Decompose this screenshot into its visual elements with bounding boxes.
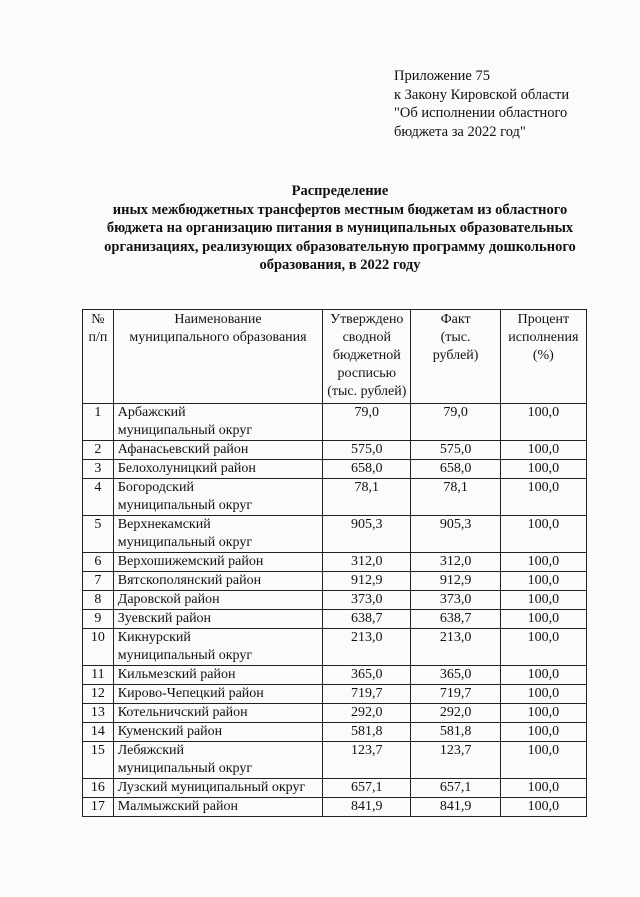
appendix-line: бюджета за 2022 год": [394, 123, 526, 140]
municipality-name: Даровской район: [113, 591, 322, 610]
actual-amount: 912,9: [411, 572, 500, 591]
planned-amount: 292,0: [323, 704, 411, 723]
municipality-name: Верхнекамский муниципальный округ: [113, 516, 322, 553]
execution-percent: 100,0: [500, 591, 586, 610]
document-title: [60, 182, 620, 275]
planned-amount: 365,0: [323, 666, 411, 685]
table-row: [83, 441, 587, 460]
table-row: [83, 404, 587, 441]
planned-amount: 841,9: [323, 798, 411, 817]
row-number: 3: [83, 460, 114, 479]
planned-amount: 123,7: [323, 742, 411, 779]
execution-percent: 100,0: [500, 460, 586, 479]
actual-amount: 841,9: [411, 798, 500, 817]
actual-amount: 657,1: [411, 779, 500, 798]
row-number: 1: [83, 404, 114, 441]
planned-amount: 373,0: [323, 591, 411, 610]
execution-percent: 100,0: [500, 666, 586, 685]
execution-percent: 100,0: [500, 404, 586, 441]
appendix-line: к Закону Кировской области: [394, 86, 570, 103]
planned-amount: 658,0: [323, 460, 411, 479]
actual-amount: 312,0: [411, 553, 500, 572]
row-number: 16: [83, 779, 114, 798]
table-row: [83, 798, 587, 817]
planned-amount: 581,8: [323, 723, 411, 742]
execution-percent: 100,0: [500, 441, 586, 460]
execution-percent: 100,0: [500, 516, 586, 553]
planned-amount: 78,1: [323, 479, 411, 516]
row-number: 8: [83, 591, 114, 610]
appendix-line: Приложение 75: [394, 68, 490, 84]
title-line: иных межбюджетных трансфертов местным бюджетам из областного: [112, 201, 568, 218]
actual-amount: 79,0: [411, 404, 500, 441]
appendix-line: "Об исполнении областного: [394, 105, 568, 121]
execution-percent: 100,0: [500, 685, 586, 704]
actual-amount: 638,7: [411, 610, 500, 629]
table-row: [83, 553, 587, 572]
municipality-name: Кильмезский район: [113, 666, 322, 685]
actual-amount: 78,1: [411, 479, 500, 516]
actual-amount: 575,0: [411, 441, 500, 460]
table-row: [83, 460, 587, 479]
table-header: [83, 310, 587, 404]
municipality-name: Кирово-Чепецкий район: [113, 685, 322, 704]
title-line: образования, в 2022 году: [259, 257, 421, 273]
planned-amount: 719,7: [323, 685, 411, 704]
row-number: 11: [83, 666, 114, 685]
title-line: бюджета на организацию питания в муниципальных образовательных: [106, 220, 574, 236]
actual-amount: 905,3: [411, 516, 500, 553]
municipality-name: Лебяжский муниципальный округ: [113, 742, 322, 779]
municipality-name: Белохолуницкий район: [113, 460, 322, 479]
table-row: [83, 779, 587, 798]
header-number: № п/п: [83, 310, 114, 404]
row-number: 6: [83, 553, 114, 572]
execution-percent: 100,0: [500, 610, 586, 629]
execution-percent: 100,0: [500, 779, 586, 798]
execution-percent: 100,0: [500, 479, 586, 516]
header-fact: Факт (тыс. рублей): [411, 310, 500, 404]
execution-percent: 100,0: [500, 629, 586, 666]
actual-amount: 373,0: [411, 591, 500, 610]
table-row: [83, 723, 587, 742]
title-line: Распределение: [291, 183, 389, 199]
planned-amount: 912,9: [323, 572, 411, 591]
row-number: 12: [83, 685, 114, 704]
row-number: 2: [83, 441, 114, 460]
table-row: [83, 666, 587, 685]
row-number: 13: [83, 704, 114, 723]
municipality-name: Котельничский район: [113, 704, 322, 723]
table-row: [83, 704, 587, 723]
municipality-name: Богородский муниципальный округ: [113, 479, 322, 516]
actual-amount: 365,0: [411, 666, 500, 685]
execution-percent: 100,0: [500, 742, 586, 779]
header-percent: Процент исполнения (%): [500, 310, 586, 404]
planned-amount: 657,1: [323, 779, 411, 798]
execution-percent: 100,0: [500, 723, 586, 742]
execution-percent: 100,0: [500, 553, 586, 572]
row-number: 17: [83, 798, 114, 817]
planned-amount: 79,0: [323, 404, 411, 441]
table-body: [83, 404, 587, 817]
actual-amount: 292,0: [411, 704, 500, 723]
municipality-name: Куменский район: [113, 723, 322, 742]
row-number: 4: [83, 479, 114, 516]
execution-percent: 100,0: [500, 572, 586, 591]
municipality-name: Верхошижемский район: [113, 553, 322, 572]
planned-amount: 575,0: [323, 441, 411, 460]
planned-amount: 213,0: [323, 629, 411, 666]
table-row: [83, 572, 587, 591]
table-row: [83, 742, 587, 779]
table-row: [83, 629, 587, 666]
table-row: [83, 685, 587, 704]
table-row: [83, 479, 587, 516]
municipality-name: Афанасьевский район: [113, 441, 322, 460]
actual-amount: 123,7: [411, 742, 500, 779]
table-row: [83, 516, 587, 553]
table-row: [83, 610, 587, 629]
actual-amount: 719,7: [411, 685, 500, 704]
actual-amount: 213,0: [411, 629, 500, 666]
title-line: организациях, реализующих образовательную программу дошкольного: [104, 238, 576, 255]
row-number: 15: [83, 742, 114, 779]
header-row: [83, 310, 587, 404]
header-plan: Утверждено сводной бюджетной росписью (тыс. рублей): [323, 310, 411, 404]
row-number: 9: [83, 610, 114, 629]
municipality-name: Малмыжский район: [113, 798, 322, 817]
municipality-name: Зуевский район: [113, 610, 322, 629]
row-number: 5: [83, 516, 114, 553]
table-row: [83, 591, 587, 610]
planned-amount: 312,0: [323, 553, 411, 572]
execution-percent: 100,0: [500, 798, 586, 817]
planned-amount: 638,7: [323, 610, 411, 629]
actual-amount: 658,0: [411, 460, 500, 479]
transfers-table: [82, 309, 587, 817]
appendix-block: [394, 67, 569, 141]
row-number: 7: [83, 572, 114, 591]
municipality-name: Арбажский муниципальный округ: [113, 404, 322, 441]
row-number: 10: [83, 629, 114, 666]
header-name: Наименование муниципального образования: [113, 310, 322, 404]
actual-amount: 581,8: [411, 723, 500, 742]
planned-amount: 905,3: [323, 516, 411, 553]
row-number: 14: [83, 723, 114, 742]
municipality-name: Кикнурский муниципальный округ: [113, 629, 322, 666]
municipality-name: Лузский муниципальный округ: [113, 779, 322, 798]
execution-percent: 100,0: [500, 704, 586, 723]
municipality-name: Вятскополянский район: [113, 572, 322, 591]
